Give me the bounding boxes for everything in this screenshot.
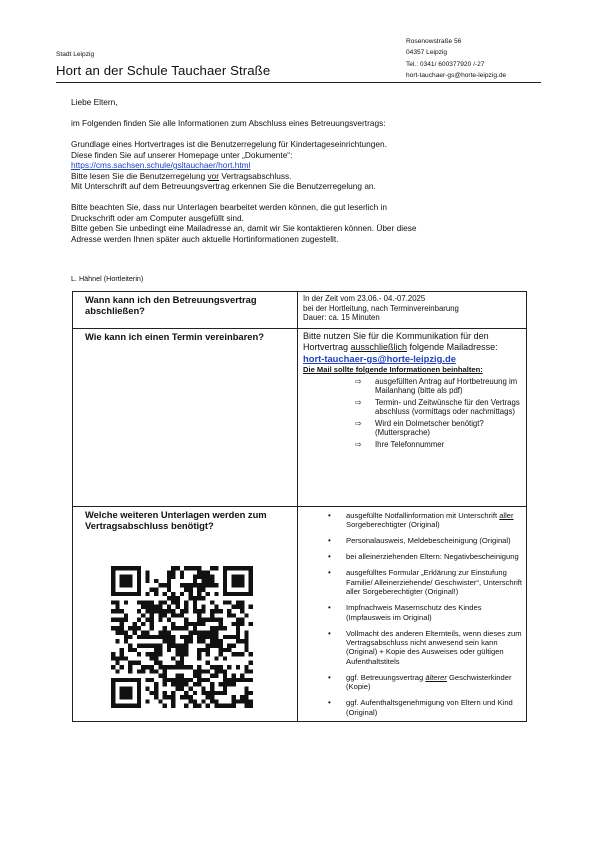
paragraph-line: Adresse werden Ihnen später auch aktuelle Hortinformationen zugestellt.: [71, 233, 339, 244]
list-item: ⇨ ausgefüllten Antrag auf Hortbetreuung im Mailanhang (bitte als pdf): [355, 376, 518, 396]
list-item: • ausgefüllte Notfallinformation mit Unterschrift aller Sorgeberechtigter (Original): [328, 511, 514, 530]
arrow-right-icon: ⇨: [355, 376, 362, 386]
signature-line: L. Hähnel (Hortleiterin): [71, 274, 144, 283]
arrow-right-icon: ⇨: [355, 418, 362, 428]
list-item: • Vollmacht des anderen Elternteils, wenn dieses zum Vertragsabschluss nicht anwesend sein kann (Original) + Kopie des Ausweises oder gültigen Aufenthaltstitels: [328, 628, 522, 666]
contact-email-link[interactable]: hort-tauchaer-gs@horte-leipzig.de: [303, 353, 456, 364]
qr-code-icon[interactable]: [85, 532, 293, 710]
answer-cell: In der Zeit vom 23.06.- 04.-07.2025 bei der Hortleitung, nach Terminvereinbarung Dauer: ca. 15 Minuten: [298, 292, 527, 329]
bullet-icon: •: [328, 672, 331, 682]
bullet-icon: •: [328, 603, 331, 613]
address-phone: Tel.: 0341/ 600377920 /-27: [406, 60, 485, 68]
bullet-icon: •: [328, 511, 331, 520]
contact-intro: Bitte nutzen Sie für die Kommunikation für den Hortvertrag ausschließlich folgende Mailadresse:: [303, 331, 498, 352]
answer-cell: [298, 329, 527, 507]
address-street: Rosenowstraße 56: [406, 38, 462, 45]
list-item: • bei alleinerziehenden Eltern: Negativbescheinigung: [328, 552, 519, 562]
bullet-icon: •: [328, 568, 331, 578]
address-block: [406, 36, 506, 81]
question-cell: Welche weiteren Unterlagen werden zum Vertragsabschluss benötigt?: [73, 507, 298, 722]
arrow-right-icon: ⇨: [355, 397, 362, 407]
paragraph-line: Bitte beachten Sie, dass nur Unterlagen bearbeitet werden können, die gut leserlich in: [71, 202, 387, 212]
paragraph-line: Bitte lesen Sie die Benutzerregelung vor Vertragsabschluss.: [71, 170, 292, 181]
info-table: [72, 291, 527, 722]
paragraph-line: Druckschrift oder am Computer ausgefüllt sind.: [71, 212, 244, 223]
list-item: • Personalausweis, Meldebescheinigung (Original): [328, 536, 511, 546]
table-row: [73, 329, 527, 507]
greeting: Liebe Eltern,: [71, 97, 118, 107]
documents-list: [303, 511, 522, 717]
list-item: • ggf. Aufenthaltsgenehmigung von Eltern und Kind (Original): [328, 698, 513, 717]
bullet-icon: •: [328, 552, 331, 562]
mail-note: Die Mail sollte folgende Informationen beinhalten:: [303, 365, 483, 374]
paragraph-line: Diese finden Sie auf unserer Homepage unter „Dokumente“:: [71, 149, 293, 160]
paragraph-line: Bitte geben Sie unbedingt eine Mailadresse an, damit wir Sie kontaktieren können. Über diese: [71, 223, 417, 233]
address-email: hort-tauchaer-gs@horte-leipzig.de: [406, 71, 507, 79]
list-item: • ggf. Betreuungsvertrag älterer Geschwisterkinder (Kopie): [328, 672, 512, 692]
mail-requirements-list: [303, 377, 522, 450]
org-name: Stadt Leipzig: [56, 51, 95, 58]
intro-text: im Folgenden finden Sie alle Informationen zum Abschluss eines Betreuungsvertrags:: [71, 118, 386, 128]
table-row: [73, 292, 527, 329]
paragraph-line: Grundlage eines Hortvertrages ist die Benutzerregelung für Kindertageseinrichtungen.: [71, 139, 387, 149]
letter-body: [71, 97, 541, 244]
header-divider: [56, 82, 541, 83]
list-item: • Impfnachweis Masernschutz des Kindes (Impfausweis im Original): [328, 603, 482, 622]
paragraph-line: Mit Unterschrift auf dem Betreuungsvertrag erkennen Sie die Benutzerregelung an.: [71, 181, 376, 191]
question-cell: Wann kann ich den Betreuungsvertrag abschließen?: [73, 292, 298, 329]
table-row: [73, 507, 527, 722]
list-item: ⇨ Ihre Telefonnummer: [355, 440, 445, 450]
list-item: • ausgefülltes Formular „Erklärung zur Einstufung Familie/ Alleinerziehende/ Geschwister“, Unterschrift aller Sorgeberechtigter (Original!): [328, 568, 522, 597]
list-item: ⇨ Termin- und Zeitwünsche für den Vertrags abschluss (vormittags oder nachmittags): [355, 397, 520, 417]
bullet-icon: •: [328, 536, 331, 546]
page-title: Hort an der Schule Tauchaer Straße: [56, 63, 271, 78]
answer-cell: [298, 507, 527, 722]
bullet-icon: •: [328, 628, 331, 638]
bullet-icon: •: [328, 698, 331, 708]
homepage-link[interactable]: https://cms.sachsen.schule/gsltauchaer/hort.html: [71, 160, 251, 170]
list-item: ⇨ Wird ein Dolmetscher benötigt? (Muttersprache): [355, 418, 484, 438]
question-cell: Wie kann ich einen Termin vereinbaren?: [73, 329, 298, 507]
address-city: 04357 Leipzig: [406, 49, 448, 57]
arrow-right-icon: ⇨: [355, 440, 362, 450]
